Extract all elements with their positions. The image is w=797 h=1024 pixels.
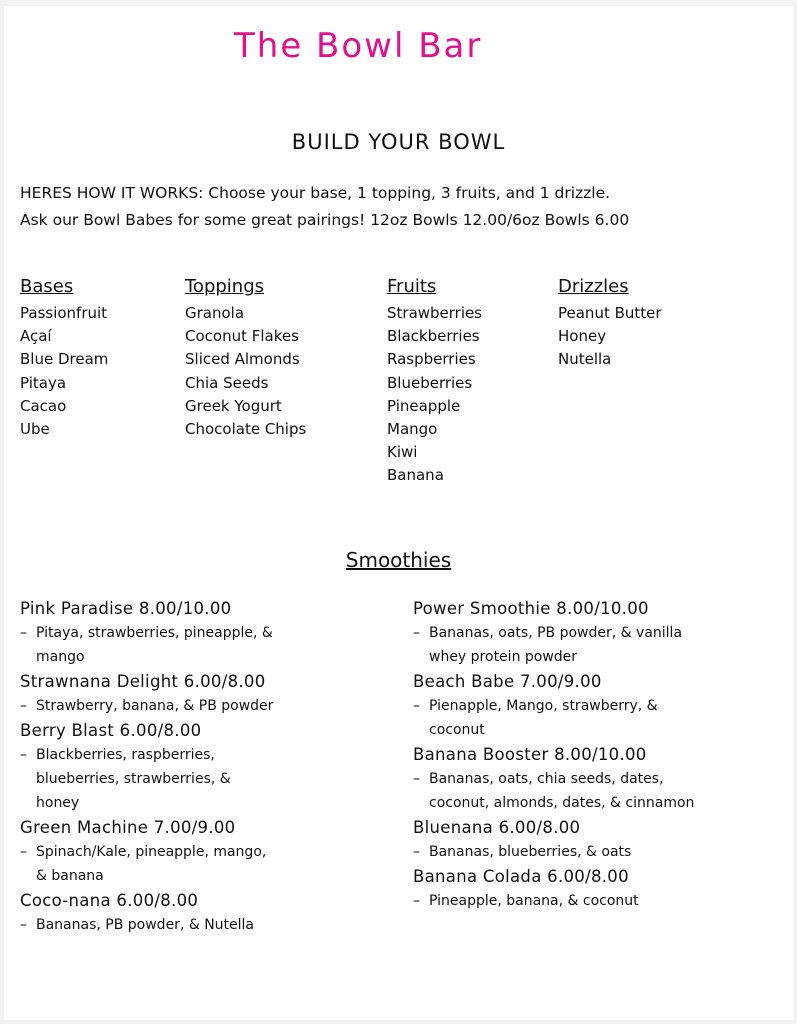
smoothie-ingredients-line: Bananas, blueberries, & oats	[429, 844, 632, 860]
smoothie-ingredients-line: Blackberries, raspberries,	[36, 747, 215, 763]
list-item: Granola	[185, 304, 245, 322]
smoothie-item	[413, 669, 785, 742]
list-item: Strawberries	[387, 304, 483, 322]
smoothie-name: Banana Colada 6.00/8.00	[413, 867, 629, 886]
list-item: Kiwi	[387, 443, 418, 462]
smoothies-right-column	[413, 596, 785, 913]
smoothie-ingredients-line: Pineapple, banana, & coconut	[429, 893, 639, 909]
toppings-heading: Toppings	[185, 276, 265, 297]
smoothie-ingredients-line: Pienapple, Mango, strawberry, &	[429, 698, 658, 714]
smoothie-item	[20, 815, 380, 888]
dash-bullet: –	[413, 893, 420, 909]
dash-bullet: –	[413, 844, 420, 860]
dash-bullet: –	[20, 698, 27, 714]
smoothie-item	[20, 888, 380, 937]
bases-list	[20, 302, 108, 441]
smoothie-item	[413, 742, 785, 815]
list-item: Açaí	[20, 327, 52, 346]
smoothie-name: Power Smoothie 8.00/10.00	[413, 599, 649, 618]
smoothies-left-column	[20, 596, 380, 937]
smoothie-name: Beach Babe 7.00/9.00	[413, 672, 602, 691]
toppings-list	[185, 302, 306, 441]
smoothies-heading: Smoothies	[345, 548, 452, 572]
list-item: Passionfruit	[20, 304, 108, 322]
smoothie-item	[20, 596, 380, 669]
smoothie-name: Berry Blast 6.00/8.00	[20, 721, 202, 740]
smoothie-ingredients-line: Bananas, PB powder, & Nutella	[36, 917, 255, 933]
list-item: Blue Dream	[20, 350, 109, 369]
smoothie-name: Strawnana Delight 6.00/8.00	[20, 672, 266, 691]
smoothie-item	[20, 669, 380, 718]
smoothie-ingredients-line: & banana	[36, 868, 104, 884]
smoothie-ingredients-line: mango	[36, 649, 85, 665]
smoothie-ingredients-line: Bananas, oats, chia seeds, dates,	[429, 771, 664, 787]
intro-line-2: Ask our Bowl Babes for some great pairings! 12oz Bowls 12.00/6oz Bowls 6.00	[20, 211, 630, 229]
smoothie-name: Green Machine 7.00/9.00	[20, 818, 236, 837]
build-your-bowl-heading: BUILD YOUR BOWL	[291, 130, 506, 154]
smoothie-description	[20, 913, 380, 937]
list-item: Pitaya	[20, 373, 67, 392]
list-item: Chia Seeds	[185, 373, 269, 392]
list-item: Greek Yogurt	[185, 396, 282, 415]
smoothie-description	[20, 743, 380, 815]
smoothie-item	[413, 864, 785, 913]
smoothie-description	[413, 621, 785, 669]
smoothie-description	[20, 694, 380, 718]
list-item: Blackberries	[387, 327, 480, 346]
smoothie-item	[413, 815, 785, 864]
smoothie-name: Banana Booster 8.00/10.00	[413, 745, 647, 764]
smoothie-description	[413, 889, 785, 913]
list-item: Honey	[558, 327, 607, 346]
drizzles-list	[558, 302, 662, 372]
smoothie-ingredients-line: Strawberry, banana, & PB powder	[36, 698, 274, 714]
intro-line-1: HERES HOW IT WORKS: Choose your base, 1 topping, 3 fruits, and 1 drizzle.	[20, 184, 611, 202]
drizzles-heading: Drizzles	[558, 276, 629, 297]
smoothie-ingredients-line: blueberries, strawberries, &	[36, 771, 231, 787]
list-item: Sliced Almonds	[185, 350, 300, 369]
smoothie-item	[20, 718, 380, 815]
list-item: Cacao	[20, 396, 67, 415]
smoothie-ingredients-line: coconut, almonds, dates, & cinnamon	[429, 795, 695, 811]
smoothie-description	[20, 621, 380, 669]
smoothie-name: Coco-nana 6.00/8.00	[20, 891, 199, 910]
dash-bullet: –	[20, 747, 27, 763]
list-item: Mango	[387, 419, 438, 438]
list-item: Banana	[387, 466, 444, 485]
bases-heading: Bases	[20, 276, 74, 297]
list-item: Peanut Butter	[558, 304, 662, 322]
list-item: Raspberries	[387, 350, 476, 369]
smoothie-description	[413, 767, 785, 815]
fruits-list	[387, 302, 482, 488]
smoothie-ingredients-line: whey protein powder	[429, 649, 578, 665]
menu-page	[4, 6, 793, 1020]
dash-bullet: –	[413, 625, 420, 641]
page-title: The Bowl Bar	[234, 26, 483, 66]
list-item: Coconut Flakes	[185, 327, 299, 346]
smoothie-name: Bluenana 6.00/8.00	[413, 818, 581, 837]
fruits-heading: Fruits	[387, 276, 437, 297]
dash-bullet: –	[413, 698, 420, 714]
list-item: Nutella	[558, 350, 612, 369]
list-item: Chocolate Chips	[185, 419, 307, 438]
smoothie-ingredients-line: Pitaya, strawberries, pineapple, &	[36, 625, 273, 641]
dash-bullet: –	[413, 771, 420, 787]
smoothie-ingredients-line: Spinach/Kale, pineapple, mango,	[36, 844, 267, 860]
list-item: Ube	[20, 419, 50, 438]
list-item: Blueberries	[387, 373, 473, 392]
list-item: Pineapple	[387, 396, 461, 415]
smoothie-description	[413, 694, 785, 742]
smoothie-ingredients-line: honey	[36, 795, 80, 811]
smoothie-description	[413, 840, 785, 864]
smoothie-name: Pink Paradise 8.00/10.00	[20, 599, 232, 618]
smoothie-description	[20, 840, 380, 888]
smoothie-ingredients-line: Bananas, oats, PB powder, & vanilla	[429, 625, 683, 641]
smoothie-ingredients-line: coconut	[429, 722, 485, 738]
dash-bullet: –	[20, 844, 27, 860]
dash-bullet: –	[20, 625, 27, 641]
dash-bullet: –	[20, 917, 27, 933]
smoothie-item	[413, 596, 785, 669]
